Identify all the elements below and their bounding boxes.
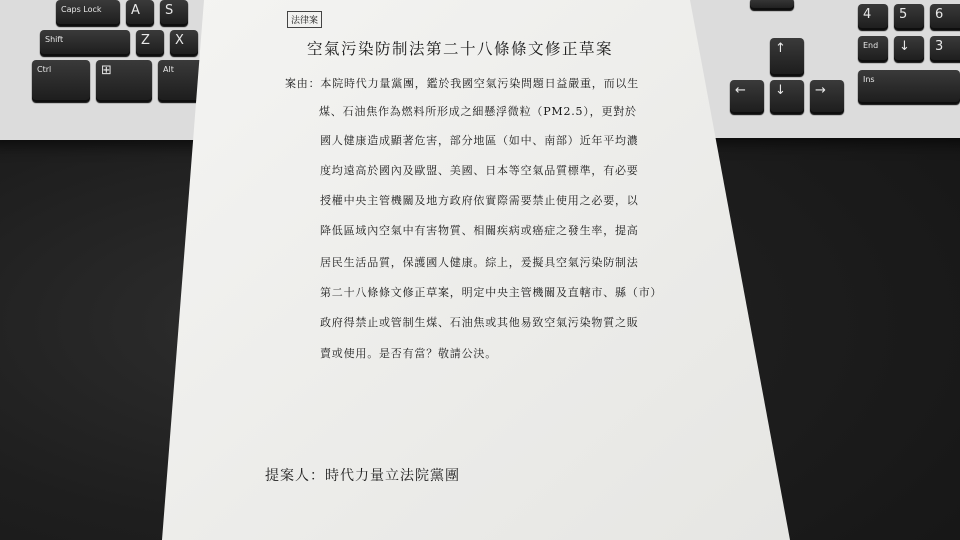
document-tag: 法律案 xyxy=(287,11,322,28)
shift-label: Shift xyxy=(45,35,64,44)
numpad-4-glyph: 4 xyxy=(863,7,872,22)
ins-label: Ins xyxy=(863,75,875,84)
caps-lock-label: Caps Lock xyxy=(61,5,102,14)
arrow-left-icon: ← xyxy=(735,83,746,98)
numpad-5-glyph: 5 xyxy=(899,7,908,22)
key-a-glyph: A xyxy=(131,3,140,18)
ctrl-label: Ctrl xyxy=(37,65,52,74)
numpad-6-glyph: 6 xyxy=(935,7,944,22)
body-line: 第二十八條條文修正草案，明定中央主管機關及直轄市、縣（市） xyxy=(320,286,663,299)
document-content xyxy=(250,0,700,540)
arrow-down-small-icon: ↓ xyxy=(899,39,910,54)
arrow-down-icon: ↓ xyxy=(775,83,786,98)
end-label: End xyxy=(863,41,879,50)
sponsor-line: 提案人：時代力量立法院黨團 xyxy=(265,468,460,484)
key-z-glyph: Z xyxy=(141,33,150,48)
body-line: 賣或使用。是否有當？敬請公決。 xyxy=(320,347,497,360)
body-line: 政府得禁止或管制生煤、石油焦或其他易致空氣污染物質之販 xyxy=(320,316,639,329)
body-line: 授權中央主管機關及地方政府依實際需要禁止使用之必要，以 xyxy=(320,194,639,207)
key-x-glyph: X xyxy=(175,33,184,48)
arrow-right-icon: → xyxy=(815,83,826,98)
body-line: 國人健康造成顯著危害，部分地區（如中、南部）近年平均濃 xyxy=(320,134,639,147)
arrow-up-icon: ↑ xyxy=(775,41,786,56)
body-line: 降低區域內空氣中有害物質、相關疾病或癌症之發生率，提高 xyxy=(320,224,639,237)
numpad-3-glyph: 3 xyxy=(935,39,944,54)
document-title: 空氣污染防制法第二十八條條文修正草案 xyxy=(306,40,613,58)
body-line: 居民生活品質，保護國人健康。綜上，爰擬具空氣污染防制法 xyxy=(320,256,639,269)
body-line: 案由：本院時代力量黨團，鑑於我國空氣污染問題日益嚴重，而以生 xyxy=(285,77,639,90)
body-line: 煤、石油焦作為燃料所形成之細懸浮微粒（PM2.5），更對於 xyxy=(319,105,637,118)
windows-icon: ⊞ xyxy=(101,63,112,78)
body-line: 度均遠高於國內及歐盟、美國、日本等空氣品質標準，有必要 xyxy=(320,164,639,177)
alt-label: Alt xyxy=(163,65,174,74)
key-s-glyph: S xyxy=(165,3,174,18)
